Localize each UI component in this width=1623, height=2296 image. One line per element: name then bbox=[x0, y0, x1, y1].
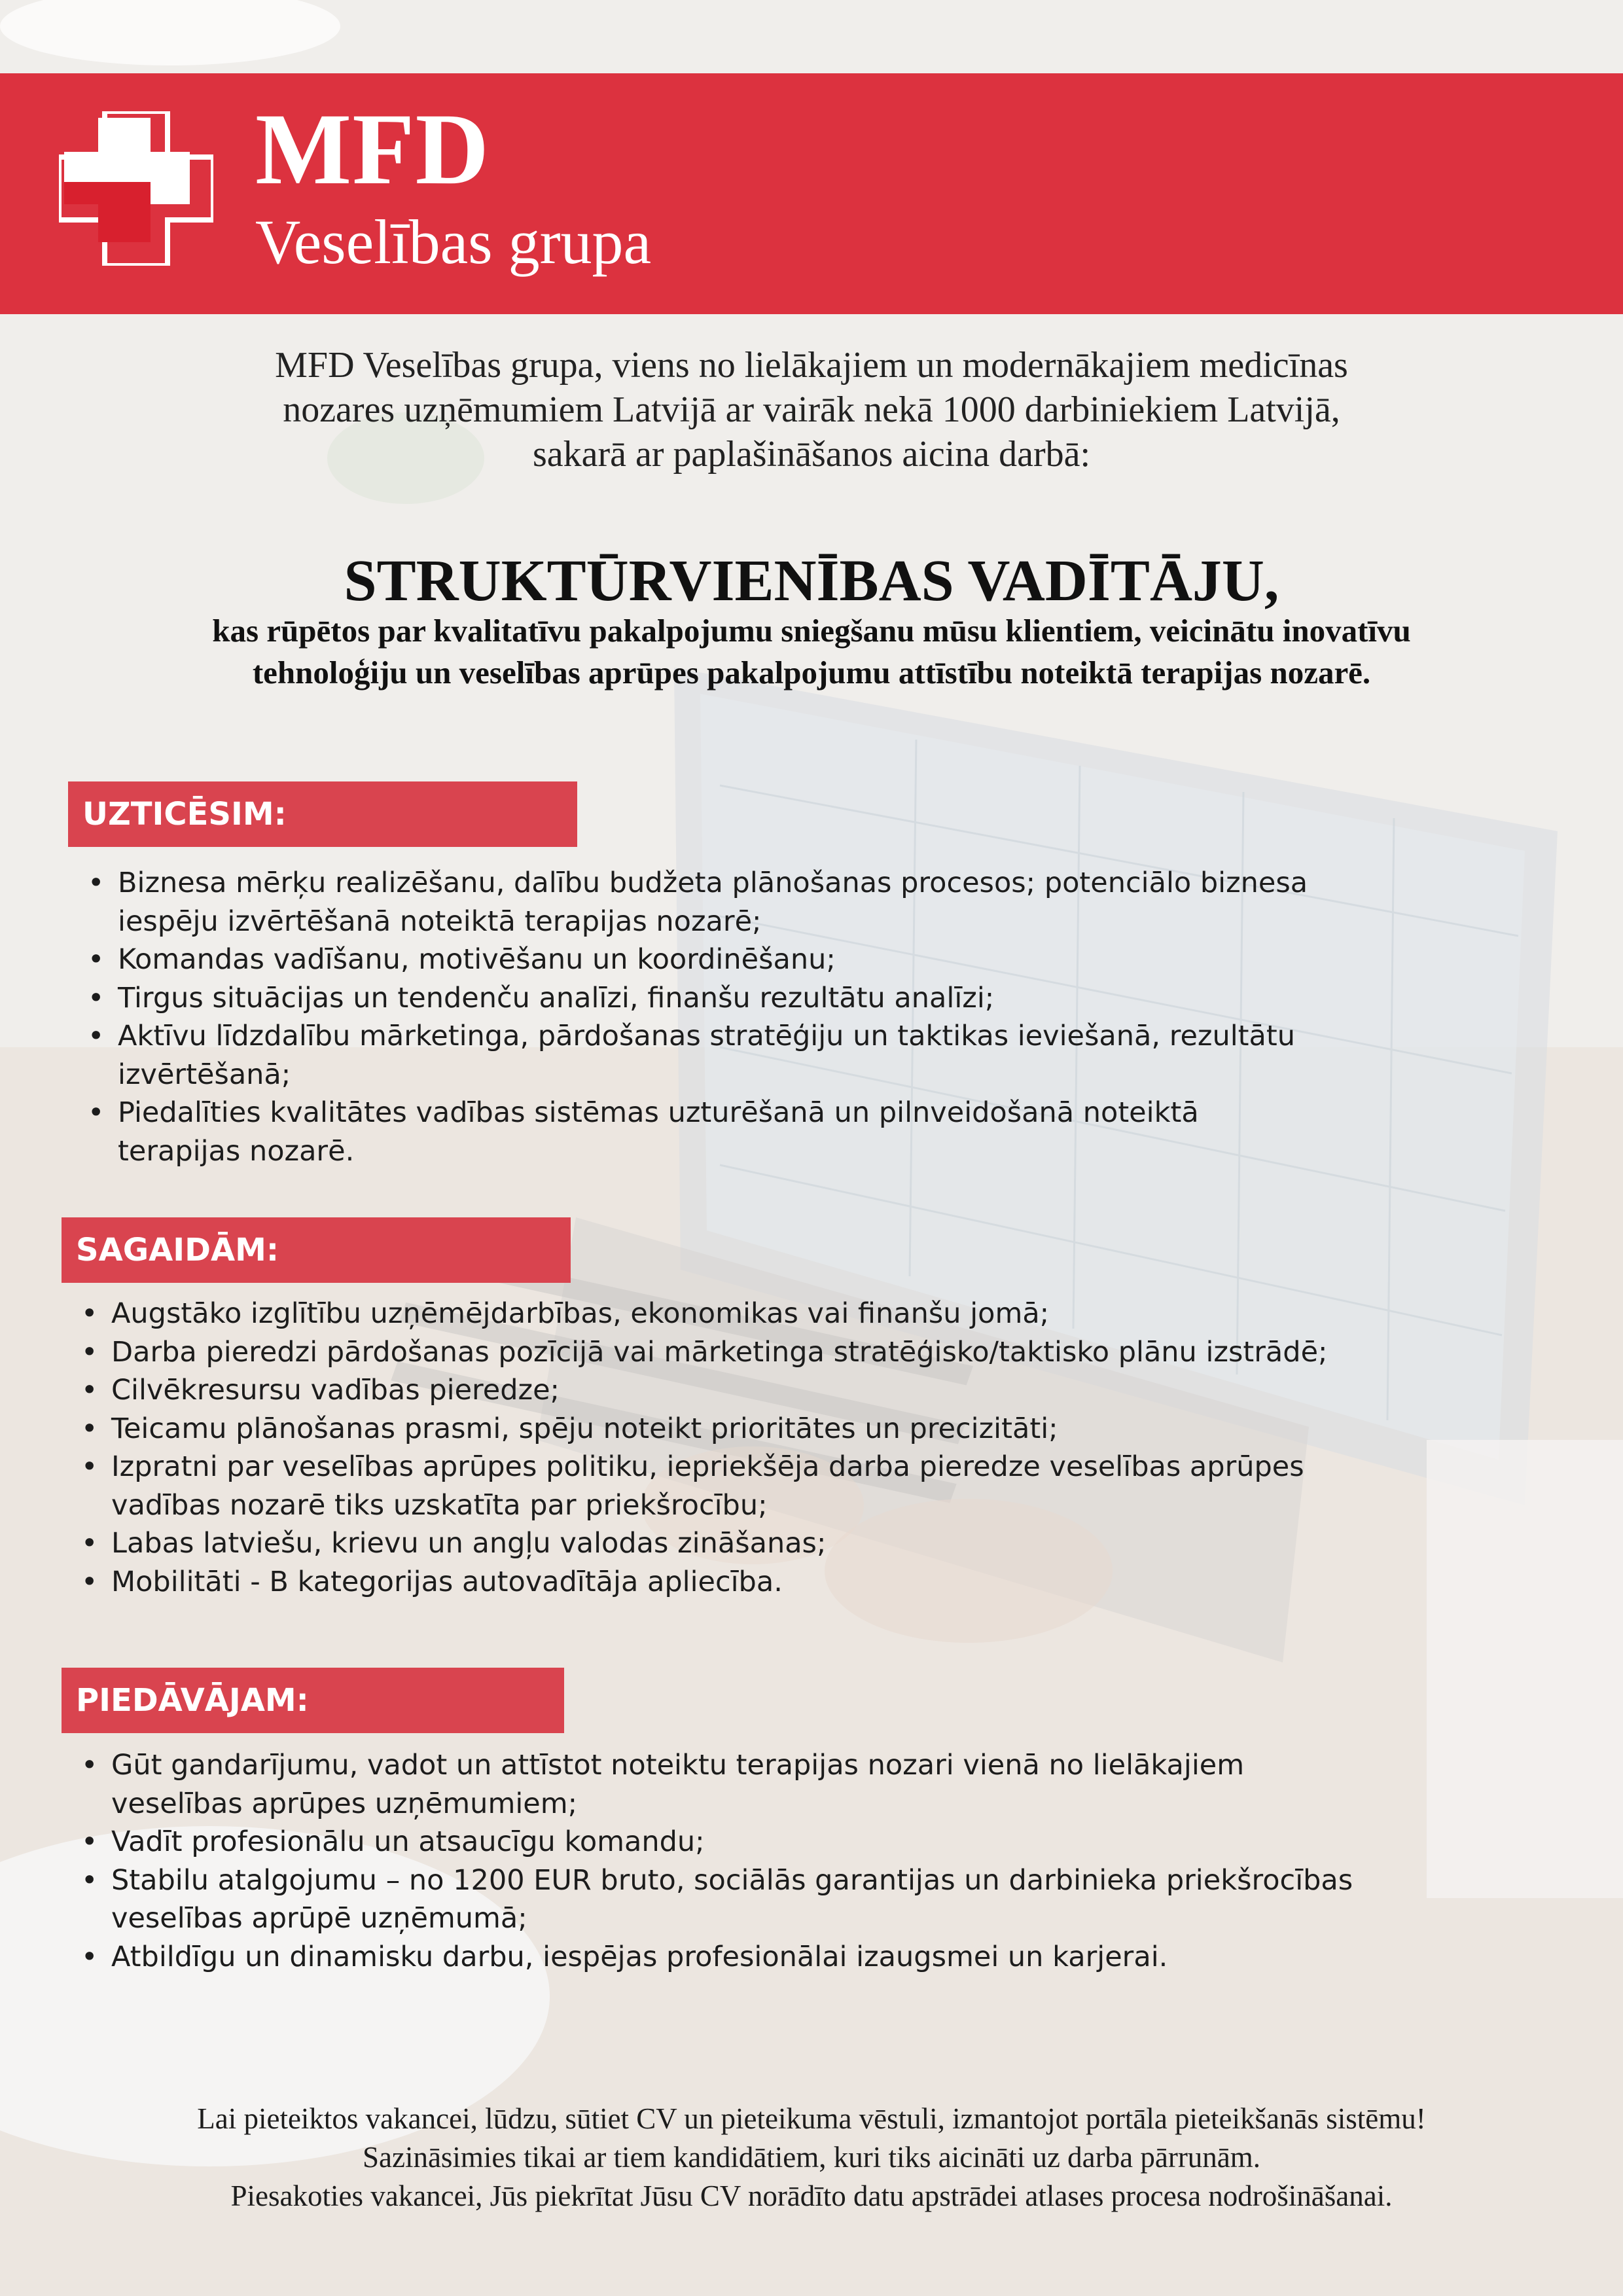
list-item: • Komandas vadīšanu, motivēšanu un koordinēšanu; bbox=[88, 941, 1308, 979]
medical-cross-logo-icon bbox=[59, 111, 213, 266]
list-item: • Izpratni par veselības aprūpes politiku, iepriekšēja darba pieredze veselības aprūpes vadības nozarē tiks uzskatīta par priekšrocību; bbox=[81, 1448, 1328, 1524]
job-description-line: kas rūpētos par kvalitatīvu pakalpojumu sniegšanu mūsu klientiem, veicinātu inovatīvu bbox=[212, 613, 1411, 649]
section-heading-offer: PIEDĀVĀJAM: bbox=[62, 1668, 564, 1733]
list-item: • Mobilitāti - B kategorijas autovadītāja apliecība. bbox=[81, 1563, 1328, 1602]
section-heading-expect: SAGAIDĀM: bbox=[62, 1217, 571, 1283]
intro-line: MFD Veselības grupa, viens no lielākajiem un modernākajiem medicīnas bbox=[275, 345, 1348, 386]
footer-line: Lai pieteiktos vakancei, lūdzu, sūtiet CV un pieteikuma vēstuli, izmantojot portāla pieteikšanās sistēmu! bbox=[197, 2102, 1426, 2135]
list-item: • Biznesa mērķu realizēšanu, dalību budžeta plānošanas procesos; potenciālo biznesa iespēju izvērtēšanā noteiktā terapijas nozarē; bbox=[88, 864, 1308, 941]
intro-paragraph bbox=[131, 343, 1492, 476]
header-banner bbox=[0, 73, 1623, 314]
intro-line: sakarā ar paplašināšanos aicina darbā: bbox=[532, 434, 1091, 475]
application-instructions bbox=[0, 2100, 1623, 2215]
expect-list bbox=[81, 1295, 1328, 1601]
footer-line: Piesakoties vakancei, Jūs piekrītat Jūsu CV norādīto datu apstrādei atlases procesa nodrošināšanai. bbox=[230, 2179, 1393, 2212]
list-item: • Atbildīgu un dinamisku darbu, iespējas profesionālai izaugsmei un karjerai. bbox=[81, 1938, 1353, 1977]
footer-line: Sazināsimies tikai ar tiem kandidātiem, kuri tiks aicināti uz darba pārrunām. bbox=[362, 2141, 1261, 2174]
brand-subtitle: Veselības grupa bbox=[255, 207, 652, 277]
intro-line: nozares uzņēmumiem Latvijā ar vairāk nekā 1000 darbiniekiem Latvijā, bbox=[283, 389, 1340, 430]
list-item: • Teicamu plānošanas prasmi, spēju noteikt prioritātes un precizitāti; bbox=[81, 1410, 1328, 1448]
job-description bbox=[65, 610, 1558, 694]
job-description-line: tehnoloģiju un veselības aprūpes pakalpojumu attīstību noteiktā terapijas nozarē. bbox=[252, 655, 1371, 691]
section-heading-trust: UZTICĒSIM: bbox=[68, 781, 577, 847]
list-item: • Darba pieredzi pārdošanas pozīcijā vai mārketinga stratēģisko/taktisko plānu izstrādē; bbox=[81, 1333, 1328, 1372]
trust-list bbox=[88, 864, 1308, 1170]
list-item: • Cilvēkresursu vadības pieredze; bbox=[81, 1371, 1328, 1410]
list-item: • Gūt gandarījumu, vadot un attīstot noteiktu terapijas nozari vienā no lielākajiem veselības aprūpes uzņēmumiem; bbox=[81, 1746, 1353, 1823]
list-item: • Piedalīties kvalitātes vadības sistēmas uzturēšanā un pilnveidošanā noteiktā terapijas nozarē. bbox=[88, 1094, 1308, 1170]
list-item: • Tirgus situācijas un tendenču analīzi, finanšu rezultātu analīzi; bbox=[88, 979, 1308, 1018]
list-item: • Aktīvu līdzdalību mārketinga, pārdošanas stratēģiju un taktikas ieviešanā, rezultātu izvērtēšanā; bbox=[88, 1017, 1308, 1094]
list-item: • Stabilu atalgojumu – no 1200 EUR bruto, sociālās garantijas un darbinieka priekšrocības veselības aprūpē uzņēmumā; bbox=[81, 1861, 1353, 1938]
offer-list bbox=[81, 1746, 1353, 1976]
list-item: • Augstāko izglītību uzņēmējdarbības, ekonomikas vai finanšu jomā; bbox=[81, 1295, 1328, 1333]
list-item: • Vadīt profesionālu un atsaucīgu komandu; bbox=[81, 1823, 1353, 1861]
list-item: • Labas latviešu, krievu un angļu valodas zināšanas; bbox=[81, 1524, 1328, 1563]
brand-name: MFD bbox=[255, 92, 490, 206]
job-title: STRUKTŪRVIENĪBAS VADĪTĀJU, bbox=[344, 548, 1279, 613]
